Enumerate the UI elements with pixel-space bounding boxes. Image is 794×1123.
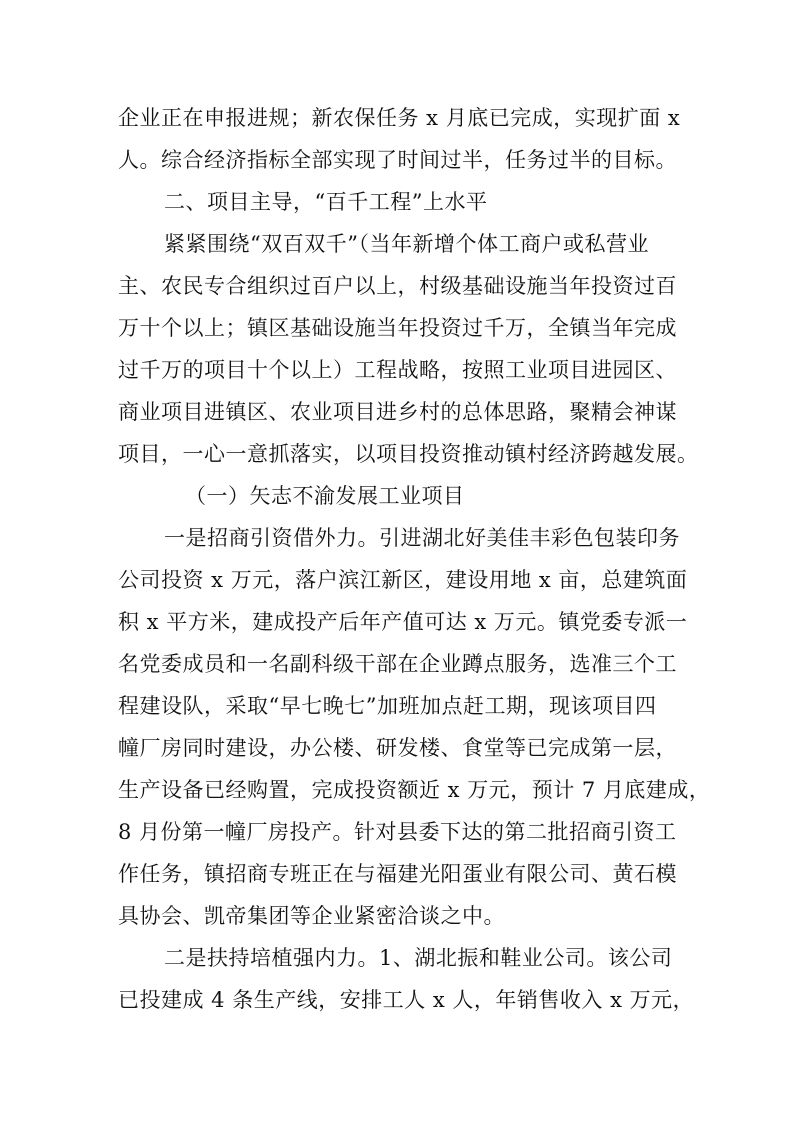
body-text-line: 项目，一心一意抓落实，以项目投资推动镇村经济跨越发展。: [118, 442, 699, 466]
body-text-line: 商业项目进镇区、农业项目进乡村的总体思路，聚精会神谋: [118, 400, 677, 424]
body-text-line: 过千万的项目十个以上）工程战略，按照工业项目进园区、: [118, 358, 677, 382]
body-text-line: 人。综合经济指标全部实现了时间过半，任务过半的目标。: [118, 148, 677, 172]
body-text-line: 二是扶持培植强内力。1、湖北振和鞋业公司。该公司: [164, 946, 673, 970]
body-text-line: 幢厂房同时建设，办公楼、研发楼、食堂等已完成第一层，: [118, 736, 677, 760]
body-text-line: 万十个以上；镇区基础设施当年投资过千万，全镇当年完成: [118, 316, 677, 340]
section-heading: 二、项目主导，“百千工程”上水平: [164, 190, 488, 214]
body-text-line: 已投建成 4 条生产线，安排工人 x 人，年销售收入 x 万元，: [118, 988, 695, 1012]
body-text-line: 名党委成员和一名副科级干部在企业蹲点服务，选准三个工: [118, 652, 677, 676]
body-text-line: 一是招商引资借外力。引进湖北好美佳丰彩色包装印务: [164, 526, 680, 550]
body-text-line: 公司投资 x 万元，落户滨江新区，建设用地 x 亩，总建筑面: [118, 568, 688, 592]
body-text-line: 程建设队，采取“早七晚七”加班加点赶工期，现该项目四: [118, 694, 657, 718]
body-text-line: 具协会、凯帝集团等企业紧密洽谈之中。: [118, 904, 505, 928]
body-text-line: 紧紧围绕“双百双千”（当年新增个体工商户或私营业: [164, 232, 649, 256]
body-text-line: 主、农民专合组织过百户以上，村级基础设施当年投资过百: [118, 274, 677, 298]
body-text-line: 积 x 平方米，建成投产后年产值可达 x 万元。镇党委专派一: [118, 610, 688, 634]
body-text-line: 企业正在申报进规；新农保任务 x 月底已完成，实现扩面 x: [118, 106, 681, 130]
body-text-line: 生产设备已经购置，完成投资额近 x 万元，预计 7 月底建成，: [118, 778, 711, 802]
subsection-heading: （一）矢志不渝发展工业项目: [185, 484, 465, 508]
body-text-line: 作任务，镇招商专班正在与福建光阳蛋业有限公司、黄石模: [118, 862, 677, 886]
body-text-line: 8 月份第一幢厂房投产。针对县委下达的第二批招商引资工: [118, 820, 677, 844]
